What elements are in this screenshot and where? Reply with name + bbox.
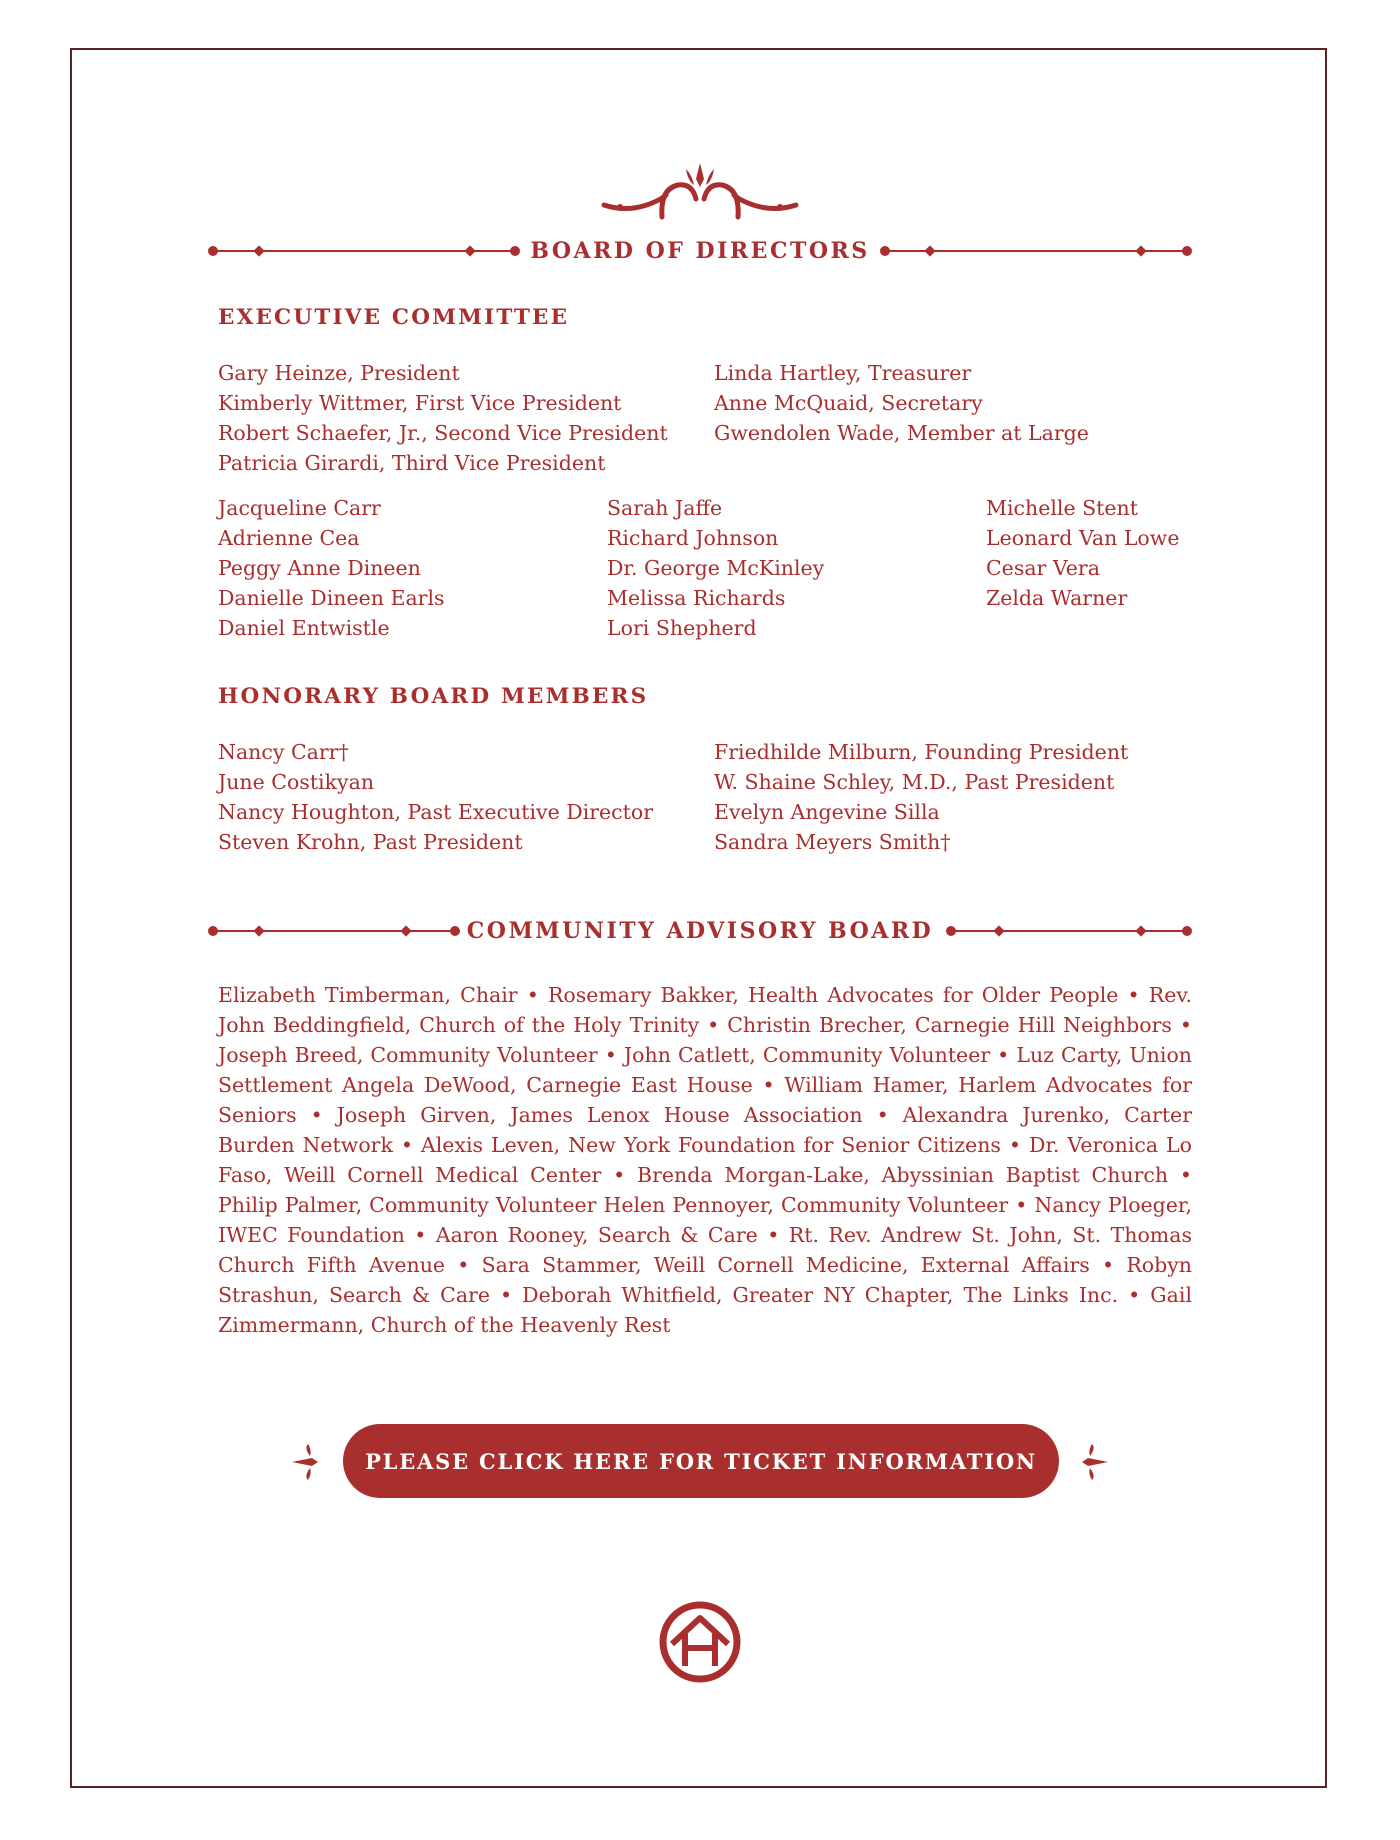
scroll-ornament-icon (600, 155, 800, 223)
members-col-3 (986, 493, 1179, 613)
list-item: June Costikyan (218, 770, 375, 794)
divider-dot (946, 926, 956, 936)
community-members-text: Elizabeth Timberman, Chair • Rosemary Bakker, Health Advocates for Older People • Rev. John Beddingfield, Church of the Holy Trinity • Christin Brecher, Carnegie Hill Neighbors • Joseph Breed, Community Volunteer • John Catlett, Community Volunteer • Luz Carty, Union Settlement Angela DeWood, Carnegie East House • William Hamer, Harlem Advocates for Seniors • Joseph Girven, James Lenox House Association • Alexandra Jurenko, Carter Burden Network • Alexis Leven, New York Foundation for Senior Citizens • Dr. Veronica Lo Faso, Weill Cornell Medical Center • Brenda Morgan-Lake, Abyssinian Baptist Church • Philip Palmer, Community Volunteer Helen Pennoyer, Community Volunteer • Nancy Ploeger, IWEC Foundation • Aaron Rooney, Search & Care • Rt. Rev. Andrew St. John, St. Thomas Church Fifth Avenue • Sara Stammer, Weill Cornell Medicine, External Affairs • Robyn Strashun, Search & Care • Deborah Whitfield, Greater NY Chapter, The Links Inc. • Gail Zimmermann, Church of the Heavenly Rest (218, 983, 1192, 1337)
cta-area (288, 1424, 1112, 1500)
ticket-info-button[interactable]: PLEASE CLICK HERE FOR TICKET INFORMATION (343, 1424, 1059, 1498)
list-item: Kimberly Wittmer, First Vice President (218, 391, 622, 415)
divider-dot (880, 246, 890, 256)
list-item: Anne McQuaid, Secretary (714, 391, 983, 415)
list-item: Danielle Dineen Earls (218, 586, 445, 610)
honorary-left (218, 737, 653, 857)
board-title: BOARD OF DIRECTORS (530, 238, 870, 264)
officers-right (714, 358, 1089, 448)
members-col-2 (607, 493, 824, 643)
list-item: Peggy Anne Dineen (218, 556, 421, 580)
list-item: Sarah Jaffe (607, 496, 723, 520)
list-item: Friedhilde Milburn, Founding President (714, 740, 1129, 764)
list-item: Nancy Houghton, Past Executive Director (218, 800, 654, 824)
list-item: Michelle Stent (986, 496, 1138, 520)
flourish-icon (1078, 1442, 1112, 1482)
list-item: Gary Heinze, President (218, 361, 460, 385)
community-title: COMMUNITY ADVISORY BOARD (466, 918, 934, 944)
list-item: Dr. George McKinley (607, 556, 825, 580)
list-item: Zelda Warner (986, 586, 1128, 610)
list-item: Leonard Van Lowe (986, 526, 1180, 550)
members-col-1 (218, 493, 445, 643)
list-item: Sandra Meyers Smith† (714, 830, 951, 854)
list-item: Patricia Girardi, Third Vice President (218, 451, 606, 475)
list-item: W. Shaine Schley, M.D., Past President (714, 770, 1115, 794)
executive-heading: EXECUTIVE COMMITTEE (218, 305, 570, 330)
divider-rule-right (948, 930, 1188, 932)
list-item: Robert Schaefer, Jr., Second Vice President (218, 421, 668, 445)
list-item: Evelyn Angevine Silla (714, 800, 940, 824)
list-item: Adrienne Cea (218, 526, 360, 550)
list-item: Linda Hartley, Treasurer (714, 361, 972, 385)
officers-left (218, 358, 668, 478)
honorary-heading: HONORARY BOARD MEMBERS (218, 684, 649, 709)
list-item: Gwendolen Wade, Member at Large (714, 421, 1089, 445)
divider-dot (1182, 246, 1192, 256)
board-divider (208, 234, 1192, 268)
list-item: Nancy Carr† (218, 740, 349, 764)
flourish-icon (288, 1442, 322, 1482)
divider-dot (1182, 926, 1192, 936)
list-item: Jacqueline Carr (218, 496, 381, 520)
list-item: Melissa Richards (607, 586, 786, 610)
list-item: Daniel Entwistle (218, 616, 390, 640)
house-logo-icon (658, 1600, 742, 1684)
list-item: Steven Krohn, Past President (218, 830, 523, 854)
list-item: Cesar Vera (986, 556, 1100, 580)
honorary-right (714, 737, 1128, 857)
list-item: Lori Shepherd (607, 616, 757, 640)
community-divider (208, 914, 1192, 948)
list-item: Richard Johnson (607, 526, 779, 550)
